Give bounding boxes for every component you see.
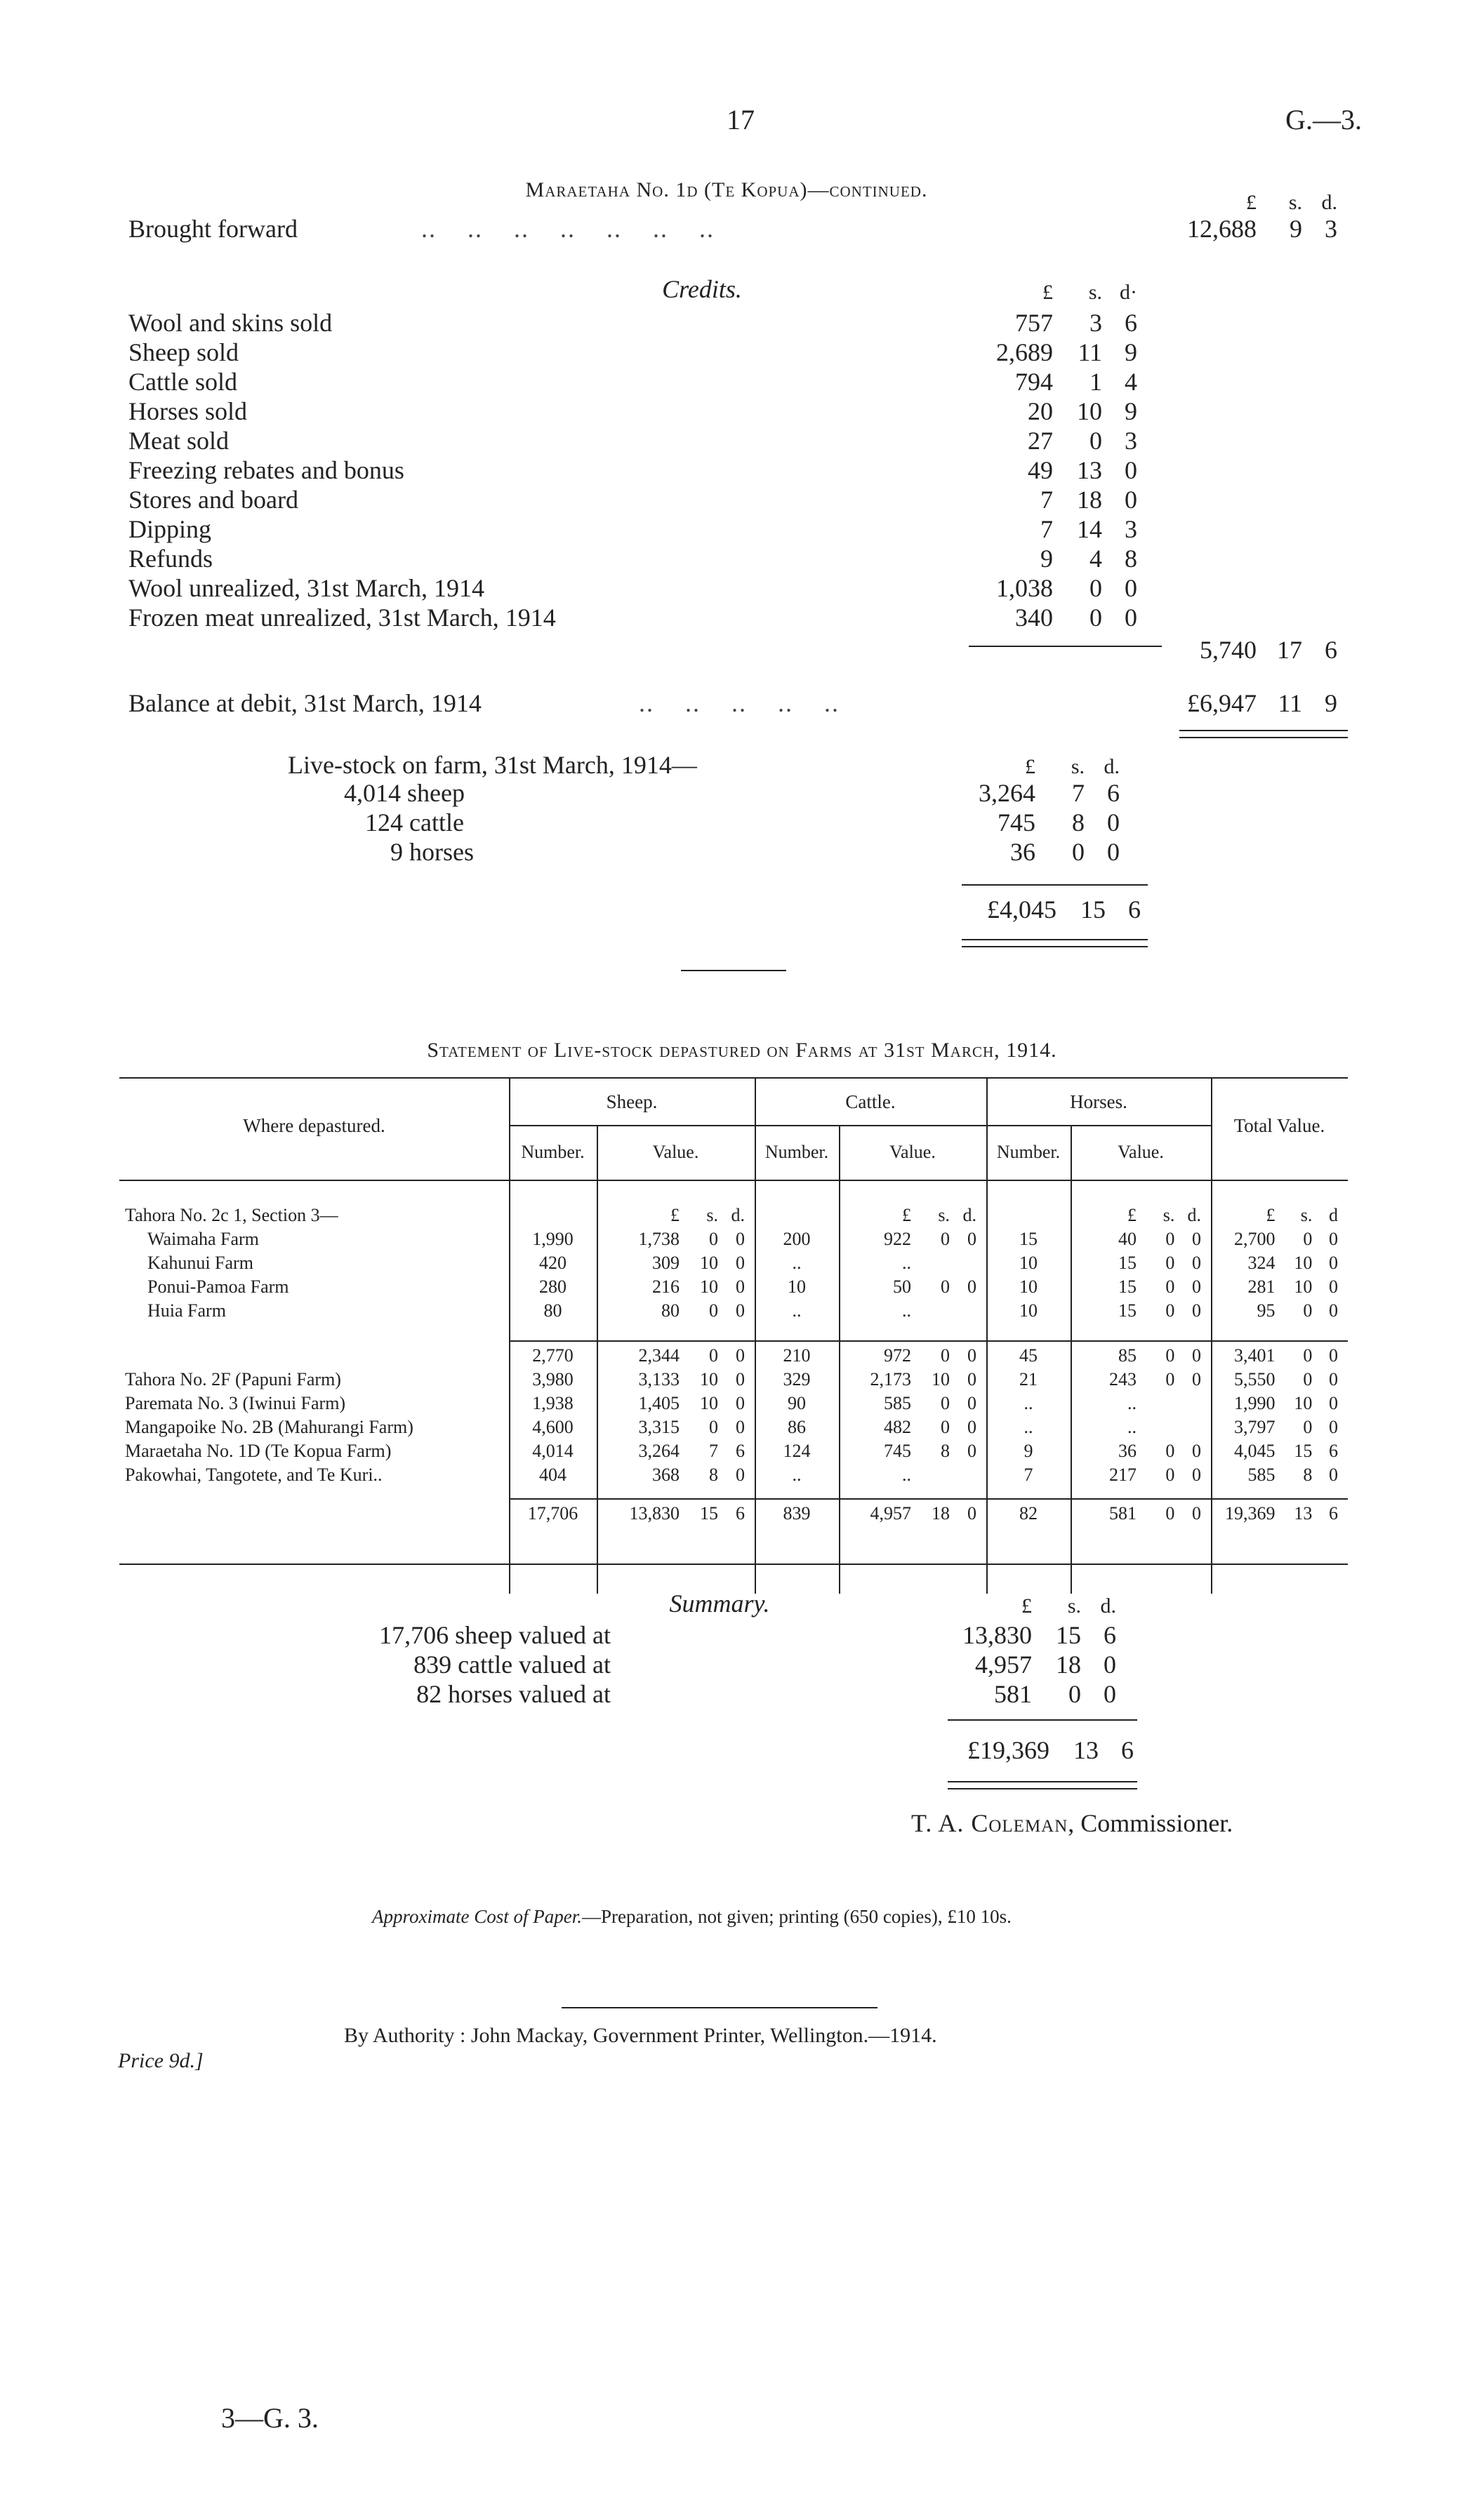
amount: 794 1 4 <box>1015 368 1137 396</box>
sheep-number: 3,980 <box>532 1369 574 1389</box>
cattle-number: 86 <box>788 1417 806 1437</box>
amount: 581 0 0 <box>994 1680 1116 1708</box>
amount: 7 14 3 <box>1040 515 1137 543</box>
cattle-value: 972 0 0 <box>884 1345 976 1366</box>
farm-name: Tahora No. 2F (Papuni Farm) <box>125 1369 341 1389</box>
signature <box>911 1809 1233 1837</box>
horses-number: .. <box>1023 1417 1033 1437</box>
units: £ s. d. <box>902 1205 976 1225</box>
credits-total: 5,740 17 6 <box>1200 636 1337 664</box>
total-value: 585 8 0 <box>1247 1465 1338 1485</box>
sheep-value: 2,344 0 0 <box>638 1345 745 1366</box>
summary-label: 839 cattle valued at <box>413 1651 611 1679</box>
livestock-col-headers: £ s. d. <box>1025 755 1120 778</box>
farm-name: Ponui-Pamoa Farm <box>147 1276 289 1297</box>
total-value: 95 0 0 <box>1257 1300 1338 1321</box>
signature-name: T. A. Coleman <box>911 1809 1068 1837</box>
col-header-cattle: Cattle. <box>845 1091 896 1112</box>
sheep-number: 420 <box>539 1253 567 1273</box>
sub-header-sheep-number: Number. <box>521 1142 585 1162</box>
amount: 49 13 0 <box>1028 456 1137 484</box>
total-value: 2,700 0 0 <box>1233 1229 1338 1249</box>
credits-col-headers: £ s. d· <box>1042 281 1137 304</box>
farm-name: Pakowhai, Tangotete, and Te Kuri.. <box>125 1465 383 1485</box>
sub-header-cattle-number: Number. <box>764 1142 829 1162</box>
amount: 4,957 18 0 <box>975 1651 1116 1679</box>
col-header-horses: Horses. <box>1070 1091 1127 1112</box>
credits-title: Credits. <box>662 275 742 303</box>
sheet-mark: 3—G. 3. <box>221 2402 319 2434</box>
amount: 2,689 11 9 <box>996 338 1137 366</box>
livestock-double-rule-top <box>962 939 1148 940</box>
horses-value: 85 0 0 <box>1118 1345 1201 1366</box>
horses-value: 243 0 0 <box>1108 1369 1201 1389</box>
statement-title: Statement of Live-stock depastured on Farms at 31st March, 1914. <box>427 1039 1057 1062</box>
livestock-label: 9 horses <box>390 838 474 866</box>
horses-number: .. <box>1023 1393 1033 1413</box>
brought-forward-col-headers: £ s. d. <box>1246 191 1337 214</box>
horses-value: 15 0 0 <box>1118 1276 1201 1297</box>
amount: 1,038 0 0 <box>996 574 1137 602</box>
horses-number: 10 <box>1019 1253 1038 1273</box>
amount: 20 10 9 <box>1028 397 1137 425</box>
credit-label: Frozen meat unrealized, 31st March, 1914 <box>128 604 556 632</box>
document-code: G.—3. <box>1285 104 1362 135</box>
cattle-number: 329 <box>783 1369 811 1389</box>
summary-label: 17,706 sheep valued at <box>379 1621 611 1649</box>
credit-label: Horses sold <box>128 397 247 425</box>
leader-dots: .. .. .. .. .. <box>639 689 840 717</box>
sub-header-horses-value: Value. <box>1118 1142 1164 1162</box>
farm-name: Waimaha Farm <box>147 1229 259 1249</box>
cost-note <box>372 1905 1012 1928</box>
cattle-value: 745 8 0 <box>884 1441 976 1461</box>
summary-label: 82 horses valued at <box>416 1680 611 1708</box>
sheep-number: 280 <box>539 1276 567 1297</box>
farm-name: Huia Farm <box>147 1300 226 1321</box>
credit-label: Wool unrealized, 31st March, 1914 <box>128 574 484 602</box>
sheep-value: 1,738 0 0 <box>638 1229 745 1249</box>
section-divider <box>681 970 786 971</box>
livestock-rule <box>962 884 1148 886</box>
horses-value: 40 0 0 <box>1118 1229 1201 1249</box>
amount: 3,264 7 6 <box>979 779 1120 807</box>
sheep-value: 309 10 0 <box>652 1253 745 1273</box>
sheep-value: 216 10 0 <box>652 1276 745 1297</box>
total-value: 3,797 0 0 <box>1233 1417 1338 1437</box>
horses-value: .. <box>1127 1417 1137 1437</box>
section-title: Maraetaha No. 1d (Te Kopua)—continued. <box>525 178 928 201</box>
horses-value: 15 0 0 <box>1118 1253 1201 1273</box>
units: £ s. d. <box>670 1205 745 1225</box>
cost-note-label: Approximate Cost of Paper. <box>372 1906 582 1927</box>
cattle-value: 50 0 0 <box>893 1276 976 1297</box>
horses-value: 217 0 0 <box>1108 1465 1201 1485</box>
cattle-number: 124 <box>783 1441 811 1461</box>
horses-number: 10 <box>1019 1276 1038 1297</box>
balance-double-rule-top <box>1179 730 1348 731</box>
balance-amount: £6,947 11 9 <box>1187 689 1337 717</box>
sheep-value: 3,264 7 6 <box>638 1441 745 1461</box>
total-value: 1,990 10 0 <box>1233 1393 1338 1413</box>
cattle-number: 210 <box>783 1345 811 1366</box>
cattle-number: 839 <box>783 1503 811 1524</box>
sub-header-cattle-value: Value. <box>889 1142 936 1162</box>
sheep-value: 368 8 0 <box>652 1465 745 1485</box>
balance-label: Balance at debit, 31st March, 1914 <box>128 689 482 717</box>
cattle-number: 200 <box>783 1229 811 1249</box>
amount: 757 3 6 <box>1015 309 1137 337</box>
livestock-label: 4,014 sheep <box>344 779 465 807</box>
cattle-value: .. <box>902 1465 911 1485</box>
cattle-number: .. <box>792 1465 802 1485</box>
amount: 13,830 15 6 <box>962 1621 1116 1649</box>
total-value: 4,045 15 6 <box>1233 1441 1338 1461</box>
horses-value: .. <box>1127 1393 1137 1413</box>
amount: 9 4 8 <box>1040 545 1137 573</box>
horses-number: 7 <box>1023 1465 1033 1485</box>
cattle-number: 10 <box>788 1276 806 1297</box>
horses-number: 9 <box>1023 1441 1033 1461</box>
sub-header-sheep-value: Value. <box>652 1142 699 1162</box>
credit-label: Stores and board <box>128 486 298 514</box>
summary-double-rule-bottom <box>948 1788 1137 1789</box>
horses-number: 82 <box>1019 1503 1038 1524</box>
sub-header-horses-number: Number. <box>996 1142 1061 1162</box>
footer-authority: By Authority : John Mackay, Government Printer, Wellington.—1914. <box>344 2024 937 2047</box>
livestock-total: £4,045 15 6 <box>987 895 1141 924</box>
footer-price: Price 9d.] <box>118 2049 204 2072</box>
sheep-number: 1,990 <box>532 1229 574 1249</box>
total-value: 324 10 0 <box>1247 1253 1338 1273</box>
cattle-value: 2,173 10 0 <box>870 1369 976 1389</box>
credit-label: Sheep sold <box>128 338 239 366</box>
farm-name: Mangapoike No. 2B (Mahurangi Farm) <box>125 1417 413 1437</box>
amount: 745 8 0 <box>998 808 1120 836</box>
cattle-number: .. <box>792 1300 802 1321</box>
horses-value: 36 0 0 <box>1118 1441 1201 1461</box>
cost-note-text: —Preparation, not given; printing (650 copies), £10 10s. <box>581 1906 1012 1927</box>
summary-rule <box>948 1719 1137 1721</box>
sheep-value: 1,405 10 0 <box>638 1393 745 1413</box>
livestock-title: Live-stock on farm, 31st March, 1914— <box>288 751 697 779</box>
sheep-number: 1,938 <box>532 1393 574 1413</box>
sheep-number: 80 <box>543 1300 562 1321</box>
col-header-sheep: Sheep. <box>606 1091 658 1112</box>
brought-forward-label: Brought forward <box>128 215 298 243</box>
units: £ s. d <box>1266 1205 1338 1225</box>
cattle-value: .. <box>902 1253 911 1273</box>
horses-value: 15 0 0 <box>1118 1300 1201 1321</box>
livestock-double-rule-bottom <box>962 946 1148 947</box>
credit-label: Dipping <box>128 515 212 543</box>
farm-name: Maraetaha No. 1D (Te Kopua Farm) <box>125 1441 392 1461</box>
leader-dots: .. .. .. .. .. .. .. <box>421 215 715 243</box>
total-value: 3,401 0 0 <box>1233 1345 1338 1366</box>
page-number: 17 <box>727 104 755 135</box>
sheep-value: 3,133 10 0 <box>638 1369 745 1389</box>
brought-forward-amount: 12,688 9 3 <box>1187 215 1337 243</box>
signature-role: , Commissioner. <box>1068 1809 1233 1837</box>
horses-number: 45 <box>1019 1345 1038 1366</box>
horses-number: 15 <box>1019 1229 1038 1249</box>
total-value: 5,550 0 0 <box>1233 1369 1338 1389</box>
sheep-number: 404 <box>539 1465 567 1485</box>
summary-col-headers: £ s. d. <box>1021 1594 1116 1618</box>
summary-title: Summary. <box>669 1589 770 1618</box>
farm-name: Paremata No. 3 (Iwinui Farm) <box>125 1393 346 1413</box>
credit-label: Meat sold <box>128 427 229 455</box>
credit-label: Freezing rebates and bonus <box>128 456 404 484</box>
total-value: 281 10 0 <box>1247 1276 1338 1297</box>
sheep-number: 4,600 <box>532 1417 574 1437</box>
credit-label: Refunds <box>128 545 213 573</box>
amount: 27 0 3 <box>1028 427 1137 455</box>
cattle-number: .. <box>792 1253 802 1273</box>
footer-rule <box>562 2007 877 2008</box>
horses-number: 21 <box>1019 1369 1038 1389</box>
col-header-total-value: Total Value. <box>1233 1115 1325 1136</box>
credits-rule <box>969 646 1162 647</box>
horses-value: 581 0 0 <box>1108 1503 1201 1524</box>
sheep-number: 4,014 <box>532 1441 574 1461</box>
units: £ s. d. <box>1127 1205 1201 1225</box>
sheep-value: 80 0 0 <box>661 1300 745 1321</box>
livestock-label: 124 cattle <box>365 808 464 836</box>
sheep-value: 3,315 0 0 <box>638 1417 745 1437</box>
cattle-value: 4,957 18 0 <box>870 1503 976 1524</box>
amount: 340 0 0 <box>1015 604 1137 632</box>
amount: 36 0 0 <box>1010 838 1120 866</box>
total-value: 19,369 13 6 <box>1224 1503 1338 1524</box>
amount: 7 18 0 <box>1040 486 1137 514</box>
sheep-number: 2,770 <box>532 1345 574 1366</box>
horses-number: 10 <box>1019 1300 1038 1321</box>
balance-double-rule-bottom <box>1179 737 1348 738</box>
cattle-value: 922 0 0 <box>884 1229 976 1249</box>
cattle-value: 482 0 0 <box>884 1417 976 1437</box>
summary-double-rule-top <box>948 1781 1137 1782</box>
farm-name: Kahunui Farm <box>147 1253 253 1273</box>
credit-label: Wool and skins sold <box>128 309 333 337</box>
credit-label: Cattle sold <box>128 368 237 396</box>
group-heading: Tahora No. 2c 1, Section 3— <box>125 1205 338 1225</box>
sheep-number: 17,706 <box>527 1503 578 1524</box>
cattle-value: 585 0 0 <box>884 1393 976 1413</box>
cattle-number: 90 <box>788 1393 806 1413</box>
col-header-where: Where depastured. <box>243 1115 385 1136</box>
cattle-value: .. <box>902 1300 911 1321</box>
summary-total: £19,369 13 6 <box>967 1736 1134 1764</box>
sheep-value: 13,830 15 6 <box>629 1503 745 1524</box>
